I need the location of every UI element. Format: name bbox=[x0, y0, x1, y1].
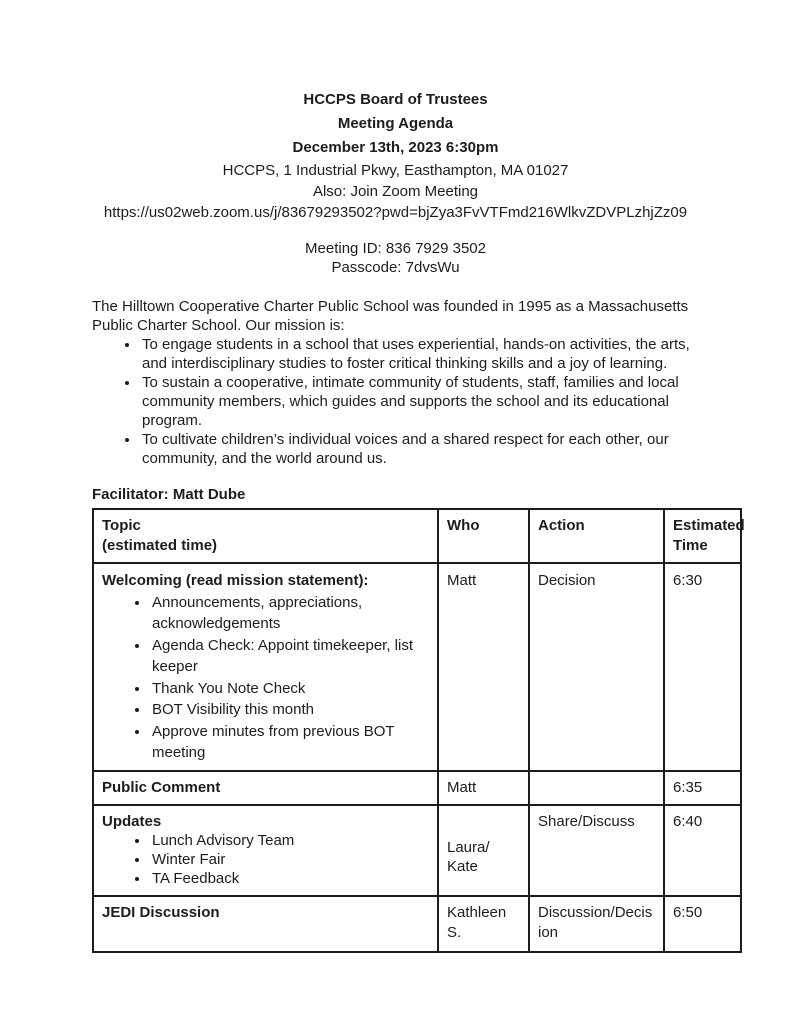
doc-type-title: Meeting Agenda bbox=[337, 115, 454, 132]
topic-cell bbox=[93, 896, 438, 952]
document-header bbox=[0, 88, 791, 223]
meeting-passcode: Passcode: 7dvsWu bbox=[331, 259, 460, 276]
topic-bullet: • Lunch Advisory Team bbox=[150, 831, 429, 850]
who-cell: Kathleen S. bbox=[438, 896, 529, 952]
mission-section bbox=[92, 297, 706, 468]
meeting-datetime: December 13th, 2023 6:30pm bbox=[292, 139, 499, 156]
agenda-row-jedi bbox=[93, 896, 741, 952]
who-cell: Matt bbox=[438, 771, 529, 805]
topic-title: Public Comment bbox=[102, 778, 221, 796]
who-line: Kate bbox=[447, 857, 478, 875]
agenda-table bbox=[92, 508, 745, 953]
topic-cell bbox=[93, 563, 438, 771]
agenda-row-updates bbox=[93, 805, 741, 896]
topic-bullet: • Thank You Note Check bbox=[150, 678, 429, 700]
agenda-row-welcoming bbox=[93, 563, 741, 771]
topic-title: JEDI Discussion bbox=[102, 903, 220, 921]
meeting-id: Meeting ID: 836 7929 3502 bbox=[305, 240, 486, 257]
time-cell: 6:35 bbox=[664, 771, 741, 805]
column-header-who: Who bbox=[438, 509, 529, 563]
action-cell bbox=[529, 771, 664, 805]
zoom-credentials bbox=[0, 239, 791, 277]
column-header-topic bbox=[93, 509, 438, 563]
zoom-meeting-label: Also: Join Zoom Meeting bbox=[312, 183, 479, 200]
topic-title: Updates bbox=[102, 812, 162, 830]
zoom-meeting-link[interactable]: https://us02web.zoom.us/j/83679293502?pwd=bjZya3FvVTFmd216WlkvZDVPLzhjZz09 bbox=[103, 204, 688, 221]
who-cell: Matt bbox=[438, 563, 529, 771]
meeting-location: HCCPS, 1 Industrial Pkwy, Easthampton, MA 01027 bbox=[222, 162, 569, 179]
facilitator-label: Facilitator: Matt Dube bbox=[92, 486, 246, 503]
action-cell: Discussion/Decision bbox=[529, 896, 664, 952]
topic-bullet: • Agenda Check: Appoint timekeeper, list keeper bbox=[150, 635, 429, 678]
mission-bullet: • To engage students in a school that uses experiential, hands-on activities, the arts, and interdisciplinary studies to foster critical thinking skills and a joy of learning. bbox=[140, 335, 706, 373]
column-header-topic-line1: Topic bbox=[102, 517, 141, 534]
column-header-estimated-time: Estimated Time bbox=[664, 509, 741, 563]
topic-cell bbox=[93, 771, 438, 805]
action-cell: Decision bbox=[529, 563, 664, 771]
who-cell bbox=[438, 805, 529, 896]
topic-bullet: • TA Feedback bbox=[150, 869, 429, 888]
agenda-row-public-comment bbox=[93, 771, 741, 805]
mission-bullet-list bbox=[92, 335, 706, 468]
column-header-topic-line2: (estimated time) bbox=[102, 537, 218, 554]
topic-cell bbox=[93, 805, 438, 896]
mission-bullet: • To sustain a cooperative, intimate community of students, staff, families and local community members, which guides and supports the school and its educational program. bbox=[140, 373, 706, 430]
topic-bullet: • Announcements, appreciations, acknowledgements bbox=[150, 592, 429, 635]
action-cell: Share/Discuss bbox=[529, 805, 664, 896]
who-line: Laura/ bbox=[447, 838, 490, 856]
column-header-action: Action bbox=[529, 509, 664, 563]
topic-bullet-list bbox=[102, 831, 429, 888]
topic-bullet: • Approve minutes from previous BOT meeting bbox=[150, 721, 429, 764]
topic-bullet: • Winter Fair bbox=[150, 850, 429, 869]
time-cell: 6:30 bbox=[664, 563, 741, 771]
topic-bullet: • BOT Visibility this month bbox=[150, 699, 429, 721]
org-title: HCCPS Board of Trustees bbox=[303, 91, 488, 108]
agenda-header-row bbox=[93, 509, 741, 563]
time-cell: 6:40 bbox=[664, 805, 741, 896]
mission-bullet: • To cultivate children’s individual voices and a shared respect for each other, our community, and the world around us. bbox=[140, 430, 706, 468]
topic-bullet-list bbox=[102, 592, 429, 764]
mission-intro: The Hilltown Cooperative Charter Public School was founded in 1995 as a Massachusetts Public Charter School. Our mission is: bbox=[92, 298, 689, 334]
time-cell: 6:50 bbox=[664, 896, 741, 952]
topic-title: Welcoming (read mission statement): bbox=[102, 572, 369, 589]
